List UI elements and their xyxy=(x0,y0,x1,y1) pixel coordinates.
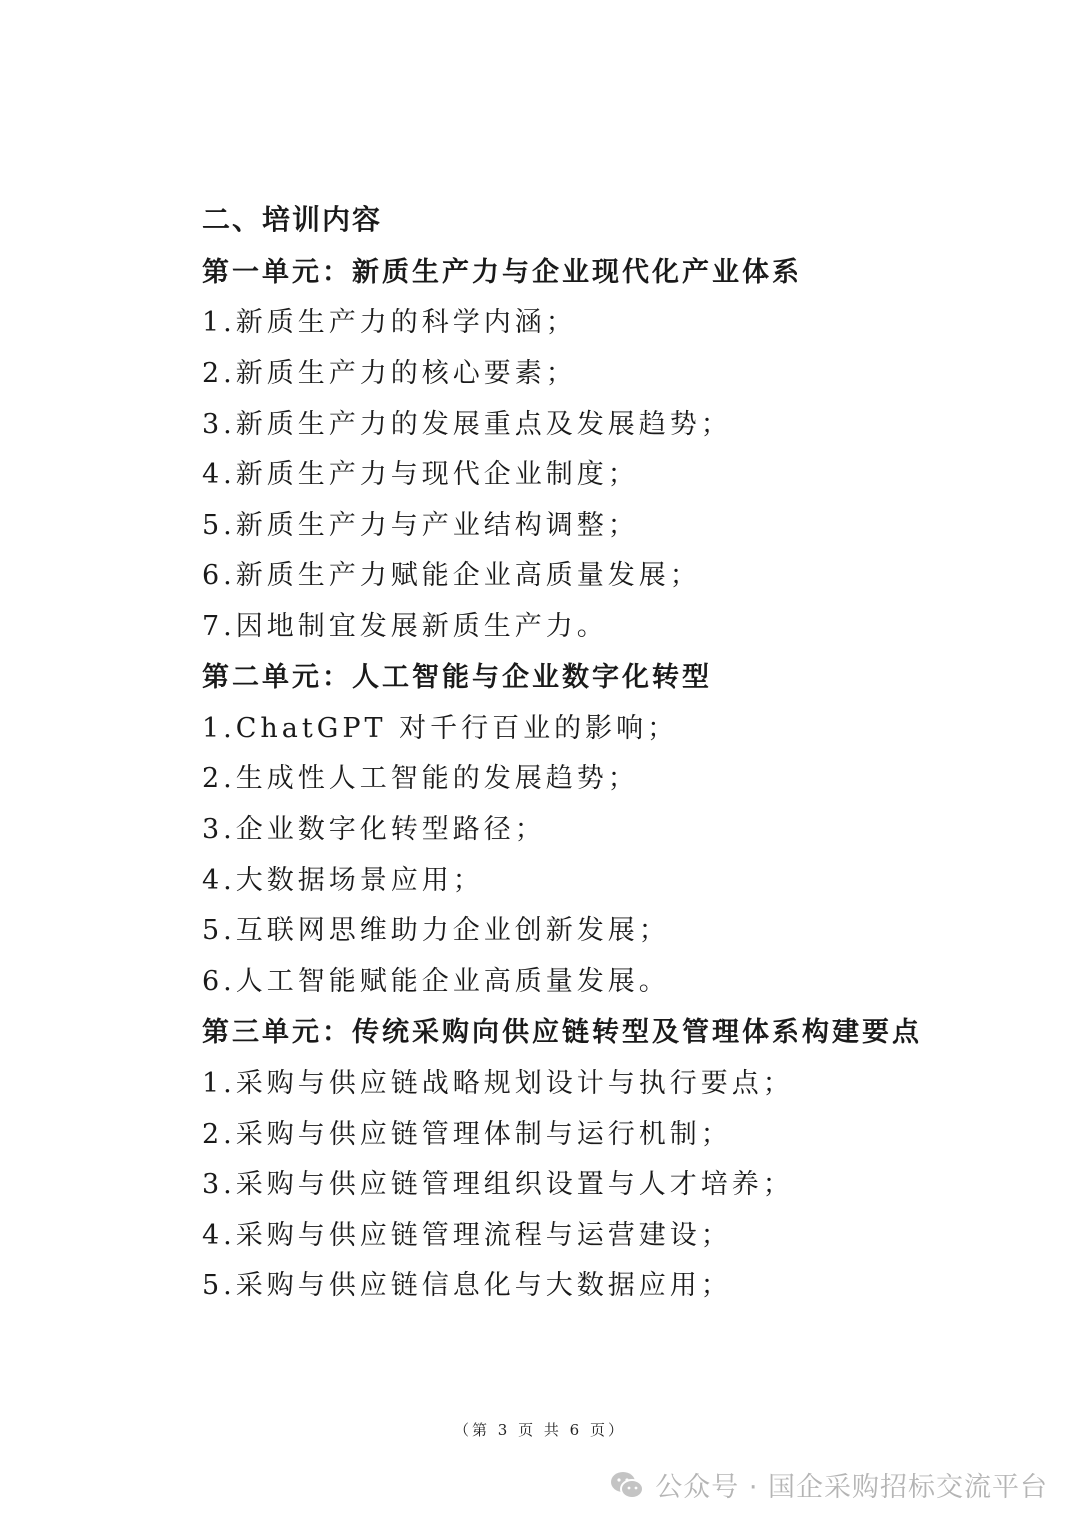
watermark-text: 公众号 · 国企采购招标交流平台 xyxy=(655,1472,1048,1503)
unit-1-title: 第一单元：新质生产力与企业现代化产业体系 xyxy=(202,257,802,288)
section-title: 二、培训内容 xyxy=(202,203,383,236)
unit-3-title: 第三单元：传统采购向供应链转型及管理体系构建要点 xyxy=(202,1017,922,1048)
unit-1-item: 7.因地制宜发展新质生产力。 xyxy=(202,611,608,642)
unit-2-item: 4.大数据场景应用； xyxy=(202,865,484,896)
unit-1-item: 5.新质生产力与产业结构调整； xyxy=(202,510,639,541)
page-number: （第 3 页 共 6 页） xyxy=(454,1421,626,1439)
unit-1-item: 3.新质生产力的发展重点及发展趋势； xyxy=(202,409,732,440)
unit-1-item: 4.新质生产力与现代企业制度； xyxy=(202,459,639,490)
watermark xyxy=(609,1465,1048,1504)
unit-2-item: 6.人工智能赋能企业高质量发展。 xyxy=(202,966,670,997)
unit-3-item: 1.采购与供应链战略规划设计与执行要点； xyxy=(202,1068,794,1099)
unit-2-item: 3.企业数字化转型路径； xyxy=(202,814,546,845)
unit-2-title: 第二单元：人工智能与企业数字化转型 xyxy=(202,662,712,693)
unit-3-item: 5.采购与供应链信息化与大数据应用； xyxy=(202,1270,732,1301)
wechat-icon xyxy=(609,1470,645,1500)
unit-1-item: 6.新质生产力赋能企业高质量发展； xyxy=(202,560,701,591)
unit-1-item: 2.新质生产力的核心要素； xyxy=(202,358,577,389)
unit-1-item: 1.新质生产力的科学内涵； xyxy=(202,307,577,338)
unit-3-item: 4.采购与供应链管理流程与运营建设； xyxy=(202,1220,732,1251)
unit-2-item: 2.生成性人工智能的发展趋势； xyxy=(202,763,639,794)
unit-2-item: 1.ChatGPT 对千行百业的影响； xyxy=(202,713,679,744)
unit-3-item: 2.采购与供应链管理体制与运行机制； xyxy=(202,1119,732,1150)
unit-3-item: 3.采购与供应链管理组织设置与人才培养； xyxy=(202,1169,794,1200)
unit-2-item: 5.互联网思维助力企业创新发展； xyxy=(202,915,670,946)
